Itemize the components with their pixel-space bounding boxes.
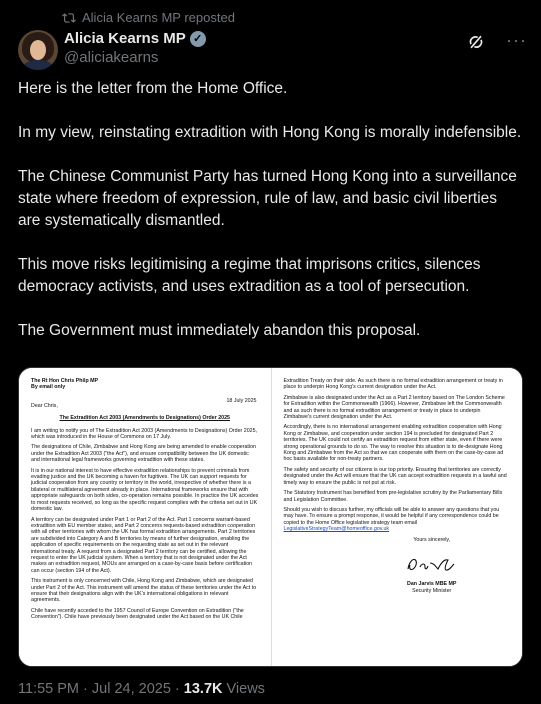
letter-paragraph: The Statutory Instrument has benefited from pre-legislative scrutiny by the Parliamentary Bills and Legislation Committee. xyxy=(283,490,503,503)
views-label: Views xyxy=(222,681,265,697)
views-count: 13.7K xyxy=(183,681,223,697)
letter-closing: Yours sincerely, xyxy=(413,536,451,543)
letter-paragraph: Chile have recently acceded to the 1957 Council of Europe Convention on Extradition ("the Convention"). Chile have previously been designated under the Act based on the UK Chile xyxy=(31,607,244,621)
letter-page-1[interactable] xyxy=(19,368,271,667)
signatory-name: Dan Jarvis MBE MP xyxy=(407,581,457,588)
tweet-paragraph: The Government must immediately abandon this proposal. xyxy=(18,322,421,339)
post-timestamp[interactable]: 11:55 PM · Jul 24, 2025 · xyxy=(18,681,184,697)
signature-image xyxy=(404,553,464,575)
letter-paragraph: Accordingly, there is no international arrangement enabling extradition cooperation with Hong Kong or Zimbabwe, and cooperation under section 194 is precluded for designated Part 2 territories. The UK could not certify an extradition request from either state, even if there were strong operational grounds to do so. The way to resolve this situation is to de-designate Hong Kong and Zimbabwe from the Act so that we can cooperate with them on the case-by-case ad hoc basis available for non-treaty partners. xyxy=(283,424,504,463)
attached-letter-image[interactable] xyxy=(18,367,523,667)
post-metadata xyxy=(18,681,265,697)
author-name-row[interactable] xyxy=(64,30,206,47)
tweet-text xyxy=(18,78,523,364)
letter-paragraph xyxy=(284,507,511,533)
author-handle[interactable]: @aliciakearns xyxy=(64,49,159,66)
tweet-paragraph: This move risks legitimising a regime that imprisons critics, silences democracy activists, and uses extradition as a tool of persecution. xyxy=(18,256,481,295)
letter-date: 18 July 2025 xyxy=(226,398,257,404)
grok-icon[interactable] xyxy=(466,32,486,52)
avatar[interactable] xyxy=(18,30,58,70)
more-options-icon[interactable]: ··· xyxy=(506,30,527,50)
letter-paragraph: The safety and security of our citizens is our top priority. Ensuring that territories are correctly designated under the Act will ensure that the UK can accept extradition requests in a lawful and timely way to ensure the public is not put at risk. xyxy=(283,466,507,486)
letter-delivery: By email only xyxy=(31,384,66,391)
author-name[interactable]: Alicia Kearns MP xyxy=(64,30,186,47)
tweet-paragraph: Here is the letter from the Home Office. xyxy=(18,80,288,97)
tweet-paragraph: In my view, reinstating extradition with Hong Kong is morally indefensible. xyxy=(18,124,522,141)
letter-paragraph: It is in our national interest to have effective extradition relationships to prevent criminals from evading justice and the UK becoming a haven for fugitives. The UK can support requests for judicial cooperation from any country or territory in the world, irrespective of whether there is a bilateral or multilateral agreement already in place. International frameworks ensure that with appropriate safeguards on both sides, co-operation remains possible. In practice the UK accedes to most requests received, so long as the specific request complies with the criteria set out in UK domestic law. xyxy=(31,467,259,513)
repost-icon xyxy=(62,11,76,25)
letter-paragraph: I am writing to notify you of The Extradition Act 2003 (Amendments to Designations) Order 2025, which was introduced in the House of Commons on 17 July. xyxy=(31,427,258,441)
letter-paragraph: Zimbabwe is also designated under the Act as a Part 2 territory based on The London Scheme for Extradition within the Commonwealth (1966). However, Zimbabwe left the Commonwealth and as such there is no formal extradition arrangement or treaty in place to underpin Zimbabwe's current designation under the Act. xyxy=(283,394,505,421)
letter-page-2[interactable] xyxy=(271,368,523,667)
letter-email-link: LegislativeStrategyTeam@homeoffice.gov.uk xyxy=(283,526,390,533)
tweet-paragraph: The Chinese Communist Party has turned Hong Kong into a surveillance state where freedom of expression, rule of law, and basic civil liberties are systematically dismantled. xyxy=(18,168,517,229)
letter-paragraph: A territory can be designated under Part 1 or Part 2 of the Act. Part 1 concerns warrant-based extradition with EU member states, and Part 2 concerns requests-based extradition cooperation with all other territories with whom the UK has formal extradition arrangements. Part 2 territories are subdivided into Category A and B territories by means of further designation, enabling the application of specific requirements on the requesting state as set out in the relevant international treaty. A request from a designated Part 2 territory can be certified, allowing the request to enter the UK judicial system. When a territory that is not designated under the Act makes an extradition request, MOUs are arranged on a case-by-case basis before certification can occur (section 194 of the Act). xyxy=(31,516,256,574)
verified-badge-icon: ✓ xyxy=(190,31,206,47)
letter-title: The Extradition Act 2003 (Amendments to Designations) Order 2025 xyxy=(59,415,231,422)
letter-paragraph: This instrument is only concerned with Chile, Hong Kong and Zimbabwe, which are designated under Part 2 of the Act. This instrument will amend the status of these territories under the Act to ensure that their designations align with the UK's international obligations in relevant agreements. xyxy=(31,578,257,604)
letter-paragraph-text: Should you wish to discuss further, my officials will be able to answer any questions that you may have. To ensure a prompt response, it would be helpful if any correspondence could be copied to the Home Office legislative strategy team email xyxy=(283,506,500,526)
letter-addressee: The Rt Hon Chris Philp MP xyxy=(31,378,99,384)
letter-paragraph: Extradition Treaty on their side. As such there is no formal extradition arrangement or treaty in place to underpin Hong Kong's current designation under the Act. xyxy=(283,378,503,391)
repost-label: Alicia Kearns MP reposted xyxy=(82,10,235,25)
signatory-role: Security Minister xyxy=(412,587,452,594)
letter-paragraph: The designations of Chile, Zimbabwe and Hong Kong are being amended to enable cooperation under the Extradition Act 2003 ("the Act"), and ensure compatibility between the UK domestic and international legal frameworks governing extradition with these states. xyxy=(31,444,256,464)
letter-salutation: Dear Chris, xyxy=(31,402,58,409)
repost-indicator[interactable] xyxy=(62,10,235,25)
